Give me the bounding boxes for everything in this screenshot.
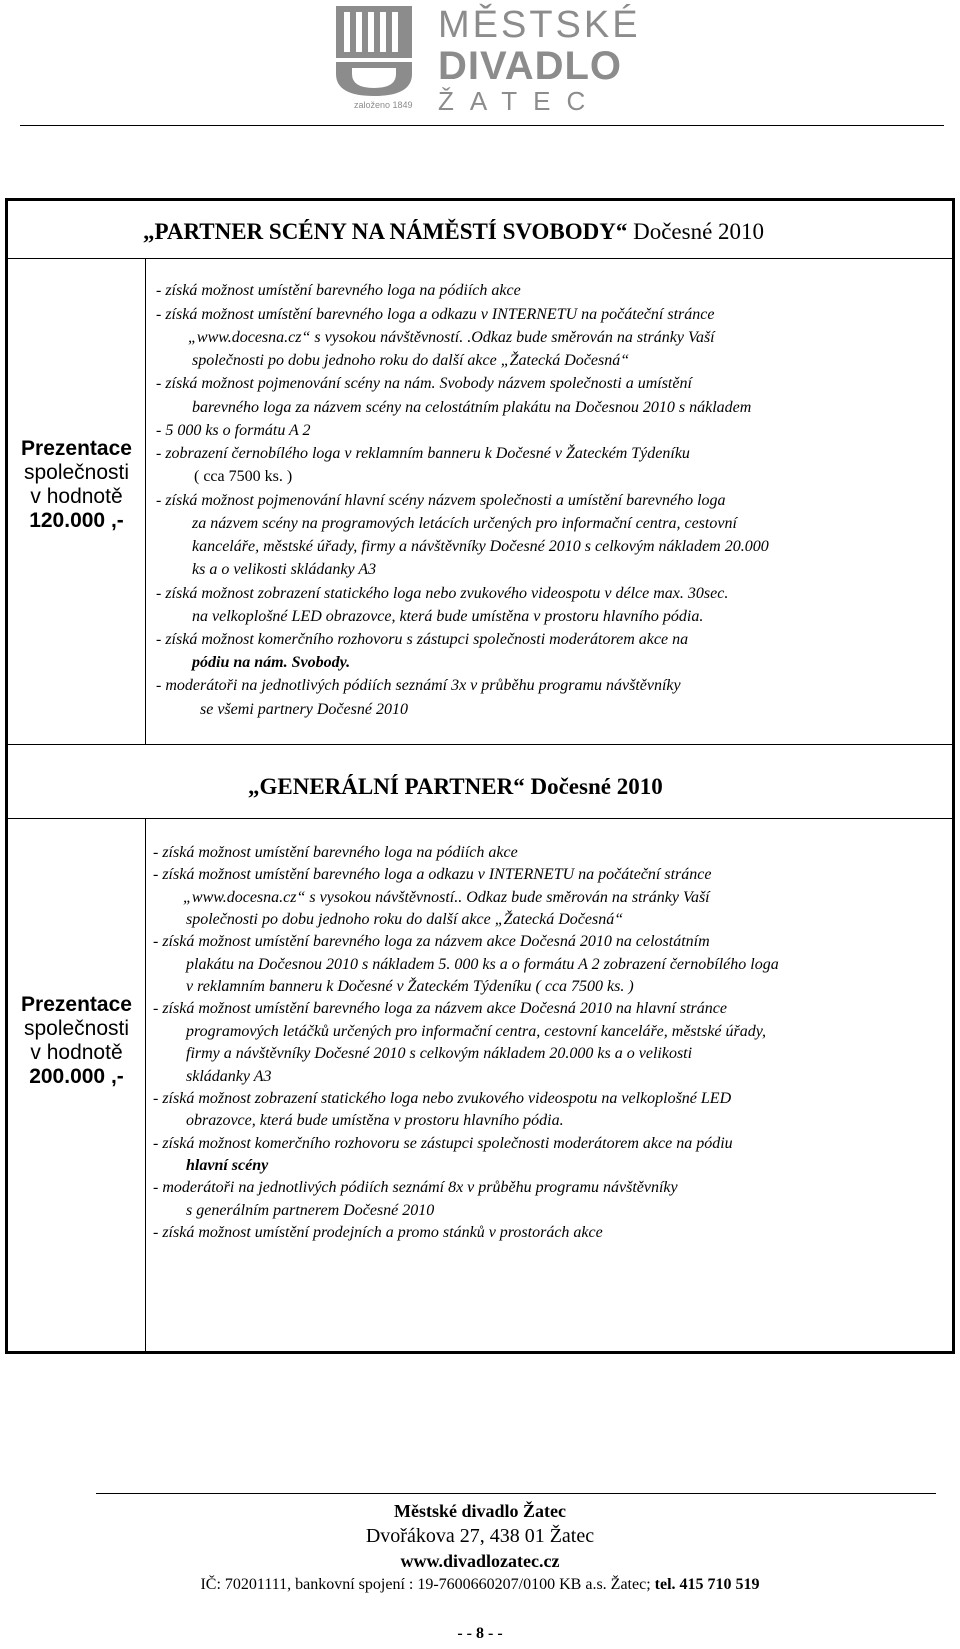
list-item: - získá možnost pojmenování scény na nám. Svobody názvem společnosti a umístění bbox=[156, 375, 692, 392]
list-item: programových letáčků určených pro informační centra, cestovní kanceláře, městské úřady, bbox=[186, 1023, 766, 1040]
list-item: - získá možnost pojmenování hlavní scény názvem společnosti a umístění barevného loga bbox=[156, 492, 726, 509]
section1-title bbox=[143, 219, 764, 245]
list-item: - zobrazení černobílého loga v reklamním banneru k Dočesné v Žateckém Týdeníku bbox=[156, 445, 690, 462]
footer-ids-text: IČ: 70201111, bankovní spojení : 19-7600660207/0100 KB a.s. Žatec; bbox=[200, 1576, 655, 1593]
list-item: na velkoplošné LED obrazovce, která bude umístěna v prostoru hlavního pódia. bbox=[192, 608, 704, 625]
page-number: - - 8 - - bbox=[457, 1625, 503, 1642]
theatre-logo-icon bbox=[330, 4, 420, 100]
list-item: skládanky A3 bbox=[186, 1068, 272, 1085]
section1-price bbox=[8, 437, 145, 533]
logo-line3: ŽATEC bbox=[438, 86, 602, 116]
list-item: - získá možnost umístění prodejních a promo stánků v prostorách akce bbox=[153, 1224, 603, 1241]
list-item: se všemi partnery Dočesné 2010 bbox=[200, 701, 408, 718]
list-item: „www.docesna.cz“ s vysokou návštěvností. .Odkaz bude směrován na stránky Vaší bbox=[188, 329, 715, 346]
logo-line1: MĚSTSKÉ bbox=[438, 4, 641, 46]
list-item: - získá možnost umístění barevného loga na pódiích akce bbox=[156, 282, 521, 299]
section1-price-l1: Prezentace bbox=[21, 437, 132, 460]
logo-founded: založeno 1849 bbox=[354, 100, 413, 110]
list-item: - získá možnost komerčního rozhovoru se zástupci společnosti moderátorem akce na pódiu bbox=[153, 1135, 733, 1152]
list-item: - 5 000 ks o formátu A 2 bbox=[156, 422, 311, 439]
list-item: - získá možnost zobrazení statického loga nebo zvukového videospotu v délce max. 30sec. bbox=[156, 585, 729, 602]
offer-table bbox=[5, 198, 955, 1354]
list-item: - získá možnost komerčního rozhovoru s zástupci společnosti moderátorem akce na bbox=[156, 631, 689, 648]
list-item: - získá možnost umístění barevného loga a odkazu v INTERNETU na počáteční stránce bbox=[156, 306, 715, 323]
section2-title bbox=[248, 774, 663, 800]
list-item: v reklamním banneru k Dočesné v Žateckém Týdeníku ( cca 7500 ks. ) bbox=[186, 978, 634, 995]
section1-price-l4: 120.000 ,- bbox=[29, 509, 124, 532]
theatre-logo bbox=[330, 4, 641, 116]
list-item: plakátu na Dočesnou 2010 s nákladem 5. 000 ks a o formátu A 2 zobrazení černobílého loga bbox=[186, 956, 779, 973]
column-divider bbox=[145, 818, 146, 1351]
section1-price-l2: společnosti bbox=[23, 461, 130, 484]
list-item: s generálním partnerem Dočesné 2010 bbox=[186, 1202, 435, 1219]
header-divider bbox=[20, 125, 944, 126]
section2-title-bold: „GENERÁLNÍ PARTNER“ bbox=[248, 774, 525, 799]
section2-price bbox=[8, 993, 145, 1089]
list-item: „www.docesna.cz“ s vysokou návštěvností.. Odkaz bude směrován na stránky Vaší bbox=[183, 889, 710, 906]
footer-name: Městské divadlo Žatec bbox=[394, 1501, 566, 1521]
section1-title-rest: Dočesné 2010 bbox=[627, 219, 765, 244]
list-item: - získá možnost umístění barevného loga za názvem akce Dočesná 2010 na hlavní stránce bbox=[153, 1000, 727, 1017]
column-divider bbox=[145, 258, 146, 744]
row-divider bbox=[8, 258, 952, 259]
section2-price-l2: společnosti bbox=[23, 1017, 130, 1040]
list-item: barevného loga za názvem scény na celostátním plakátu na Dočesnou 2010 s nákladem bbox=[192, 399, 752, 416]
section2-price-l1: Prezentace bbox=[21, 993, 132, 1016]
list-item: kanceláře, městské úřady, firmy a návštěvníky Dočesné 2010 s celkovým nákladem 20.000 bbox=[192, 538, 769, 555]
section2-price-l3: v hodnotě bbox=[30, 1041, 123, 1064]
list-item: hlavní scény bbox=[186, 1157, 269, 1174]
list-item: - moderátoři na jednotlivých pódiích seznámí 8x v průběhu programu návštěvníky bbox=[153, 1179, 678, 1196]
footer-phone: tel. 415 710 519 bbox=[654, 1576, 760, 1593]
list-item: - získá možnost umístění barevného loga za názvem akce Dočesná 2010 na celostátním bbox=[153, 933, 710, 950]
footer-address: Dvořákova 27, 438 01 Žatec bbox=[365, 1525, 595, 1547]
section2-title-rest: Dočesné 2010 bbox=[524, 774, 663, 799]
section1-price-l3: v hodnotě bbox=[30, 485, 123, 508]
list-item: obrazovce, která bude umístěna v prostoru hlavního pódia. bbox=[186, 1112, 564, 1129]
section1-title-bold: „PARTNER SCÉNY NA NÁMĚSTÍ SVOBODY“ bbox=[143, 219, 628, 244]
list-item: pódiu na nám. Svobody. bbox=[192, 654, 351, 671]
list-item: společnosti po dobu jednoho roku do další akce „Žatecká Dočesná“ bbox=[186, 911, 624, 928]
list-item: ks a o velikosti skládanky A3 bbox=[192, 561, 377, 578]
logo-line2: DIVADLO bbox=[438, 44, 623, 88]
list-item: - moderátoři na jednotlivých pódiích seznámí 3x v průběhu programu návštěvníky bbox=[156, 677, 681, 694]
footer-web[interactable]: www.divadlozatec.cz bbox=[400, 1551, 560, 1571]
section2-price-l4: 200.000 ,- bbox=[29, 1065, 124, 1088]
footer-divider bbox=[96, 1493, 936, 1494]
row-divider bbox=[8, 744, 952, 745]
list-item: - získá možnost umístění barevného loga na pódiích akce bbox=[153, 844, 518, 861]
row-divider bbox=[8, 818, 952, 819]
list-item: ( cca 7500 ks. ) bbox=[194, 468, 293, 485]
list-item: - získá možnost zobrazení statického loga nebo zvukového videospotu na velkoplošné LED bbox=[153, 1090, 732, 1107]
list-item: firmy a návštěvníky Dočesné 2010 s celkovým nákladem 20.000 ks a o velikosti bbox=[186, 1045, 693, 1062]
list-item: za názvem scény na programových letácích určených pro informační centra, cestovní bbox=[192, 515, 737, 532]
footer-ids bbox=[0, 1576, 960, 1594]
list-item: - získá možnost umístění barevného loga a odkazu v INTERNETU na počáteční stránce bbox=[153, 866, 712, 883]
list-item: společnosti po dobu jednoho roku do další akce „Žatecká Dočesná“ bbox=[192, 352, 630, 369]
